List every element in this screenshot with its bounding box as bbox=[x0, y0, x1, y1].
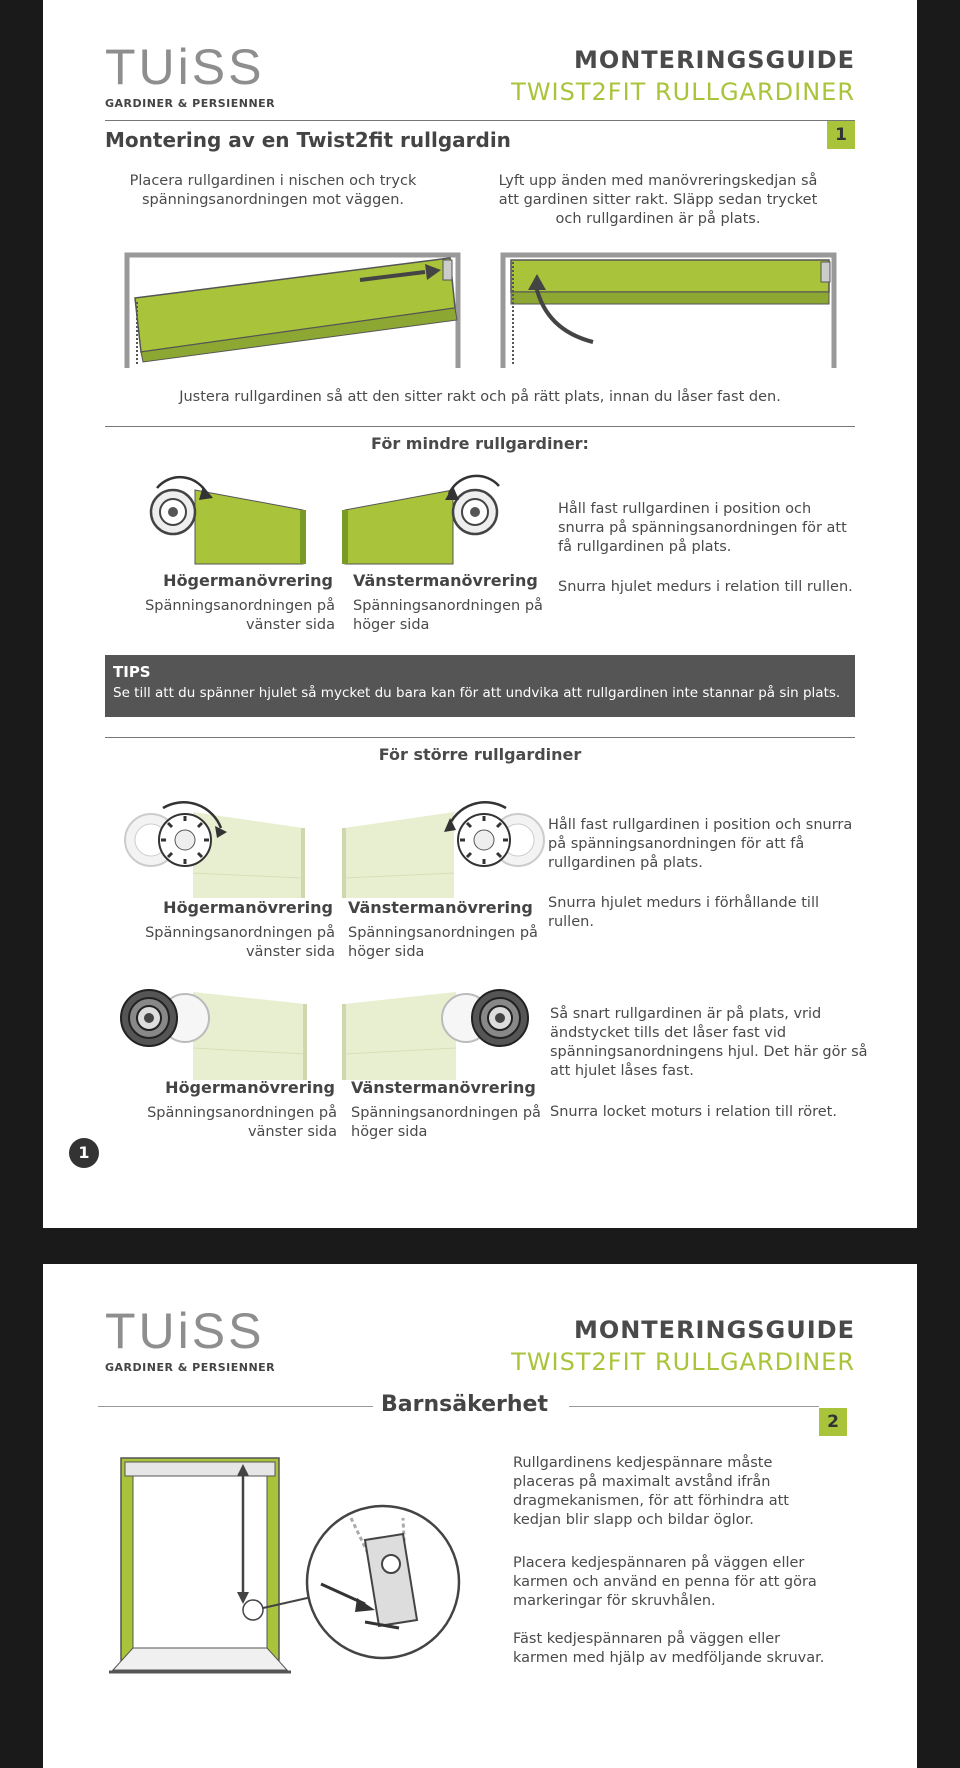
large-right-sub: Spänningsanordningen på vänster sida bbox=[145, 925, 335, 960]
large-right-label: Högermanövrering bbox=[163, 898, 333, 917]
manual-page-1 bbox=[43, 0, 917, 1228]
small-right-sub: Spänningsanordningen på vänster sida bbox=[145, 598, 335, 633]
brand-tagline-2: GARDINER & PERSIENNER bbox=[105, 1361, 276, 1374]
divider-small bbox=[105, 426, 855, 427]
safety-paragraph-2: Placera kedjespännaren på väggen eller karmen och använd en penna för att göra markeringar för skruvhålen. bbox=[513, 1555, 817, 1609]
product-heading: TWIST2FIT RULLGARDINER bbox=[511, 78, 855, 106]
section-number-badge: 1 bbox=[827, 121, 855, 149]
tips-box bbox=[105, 655, 855, 717]
large-desc-4: Snurra locket moturs i relation till röret. bbox=[550, 1104, 837, 1120]
large-left-label: Vänstermanövrering bbox=[348, 898, 533, 917]
chain-tensioner-illustration bbox=[103, 1452, 463, 1682]
small-right-label: Högermanövrering bbox=[163, 571, 333, 590]
large-right-label-2: Högermanövrering bbox=[165, 1078, 335, 1097]
page-number-badge: 1 bbox=[69, 1138, 99, 1168]
brand-logo-2: TUiSS bbox=[105, 1303, 265, 1359]
large-desc-2: Snurra hjulet medurs i förhållande till rullen. bbox=[548, 895, 819, 930]
product-heading-2: TWIST2FIT RULLGARDINER bbox=[511, 1348, 855, 1376]
large-desc-1: Håll fast rullgardinen i position och snurra på spänningsanordningen för att få rullgardinen på plats. bbox=[548, 817, 853, 871]
guide-heading-2: MONTERINGSGUIDE bbox=[573, 1316, 855, 1344]
niche-blind-tilted-illustration bbox=[125, 250, 460, 370]
divider-large bbox=[105, 737, 855, 738]
adjust-note: Justera rullgardinen så att den sitter rakt och på rätt plats, innan du låser fast den. bbox=[179, 389, 781, 405]
tips-title: TIPS bbox=[113, 663, 151, 681]
brand-tagline: GARDINER & PERSIENNER bbox=[105, 97, 276, 110]
tips-text: Se till att du spänner hjulet så mycket du bara kan för att undvika att rullgardinen inte stannar på sin plats. bbox=[113, 685, 841, 701]
header-rule bbox=[105, 120, 855, 121]
niche-blind-straight-illustration bbox=[501, 250, 836, 370]
small-desc-1: Håll fast rullgardinen i position och snurra på spänningsanordningen för att få rullgardinen på plats. bbox=[558, 501, 847, 555]
section-number-badge-2: 2 bbox=[819, 1408, 847, 1436]
guide-heading: MONTERINGSGUIDE bbox=[573, 46, 855, 74]
small-blinds-title: För mindre rullgardiner: bbox=[371, 434, 589, 453]
small-left-sub: Spänningsanordningen på höger sida bbox=[353, 598, 543, 633]
large-blinds-title: För större rullgardiner bbox=[378, 745, 582, 764]
safety-paragraph-3: Fäst kedjespännaren på väggen eller karmen med hjälp av medföljande skruvar. bbox=[513, 1631, 825, 1666]
small-desc-2: Snurra hjulet medurs i relation till rullen. bbox=[558, 579, 853, 595]
small-left-operation-illustration bbox=[341, 472, 551, 572]
large-left-label-2: Vänstermanövrering bbox=[351, 1078, 536, 1097]
small-right-operation-illustration bbox=[135, 472, 345, 572]
section-title: Montering av en Twist2fit rullgardin bbox=[105, 128, 511, 152]
child-safety-title: Barnsäkerhet bbox=[381, 1392, 548, 1417]
large-right-wheel-illustration bbox=[113, 788, 343, 898]
small-left-label: Vänstermanövrering bbox=[353, 571, 538, 590]
step-text-right: Lyft upp änden med manövreringskedjan så att gardinen sitter rakt. Släpp sedan trycket och rullgardinen är på plats. bbox=[498, 173, 818, 227]
brand-logo: TUiSS bbox=[105, 39, 265, 95]
title-rule-left bbox=[98, 1406, 373, 1407]
manual-page-2 bbox=[43, 1264, 917, 1768]
large-left-sub-2: Spänningsanordningen på höger sida bbox=[351, 1105, 541, 1140]
title-rule-right bbox=[569, 1406, 819, 1407]
safety-paragraph-1: Rullgardinens kedjespännare måste placeras på maximalt avstånd ifrån dragmekanismen, för att förhindra att kedjan blir slapp och bildar öglor. bbox=[513, 1455, 789, 1528]
large-left-wheel-illustration bbox=[338, 788, 568, 898]
large-left-sub: Spänningsanordningen på höger sida bbox=[348, 925, 538, 960]
step-text-left: Placera rullgardinen i nischen och tryck spänningsanordningen mot väggen. bbox=[129, 173, 417, 208]
large-desc-3: Så snart rullgardinen är på plats, vrid ändstycket tills det låser fast vid spänningsanordningens hjul. Det här gör så att hjulet låses fast. bbox=[550, 1006, 868, 1079]
large-right-cap-illustration bbox=[113, 980, 343, 1080]
large-left-cap-illustration bbox=[340, 980, 570, 1080]
large-right-sub-2: Spänningsanordningen på vänster sida bbox=[147, 1105, 337, 1140]
